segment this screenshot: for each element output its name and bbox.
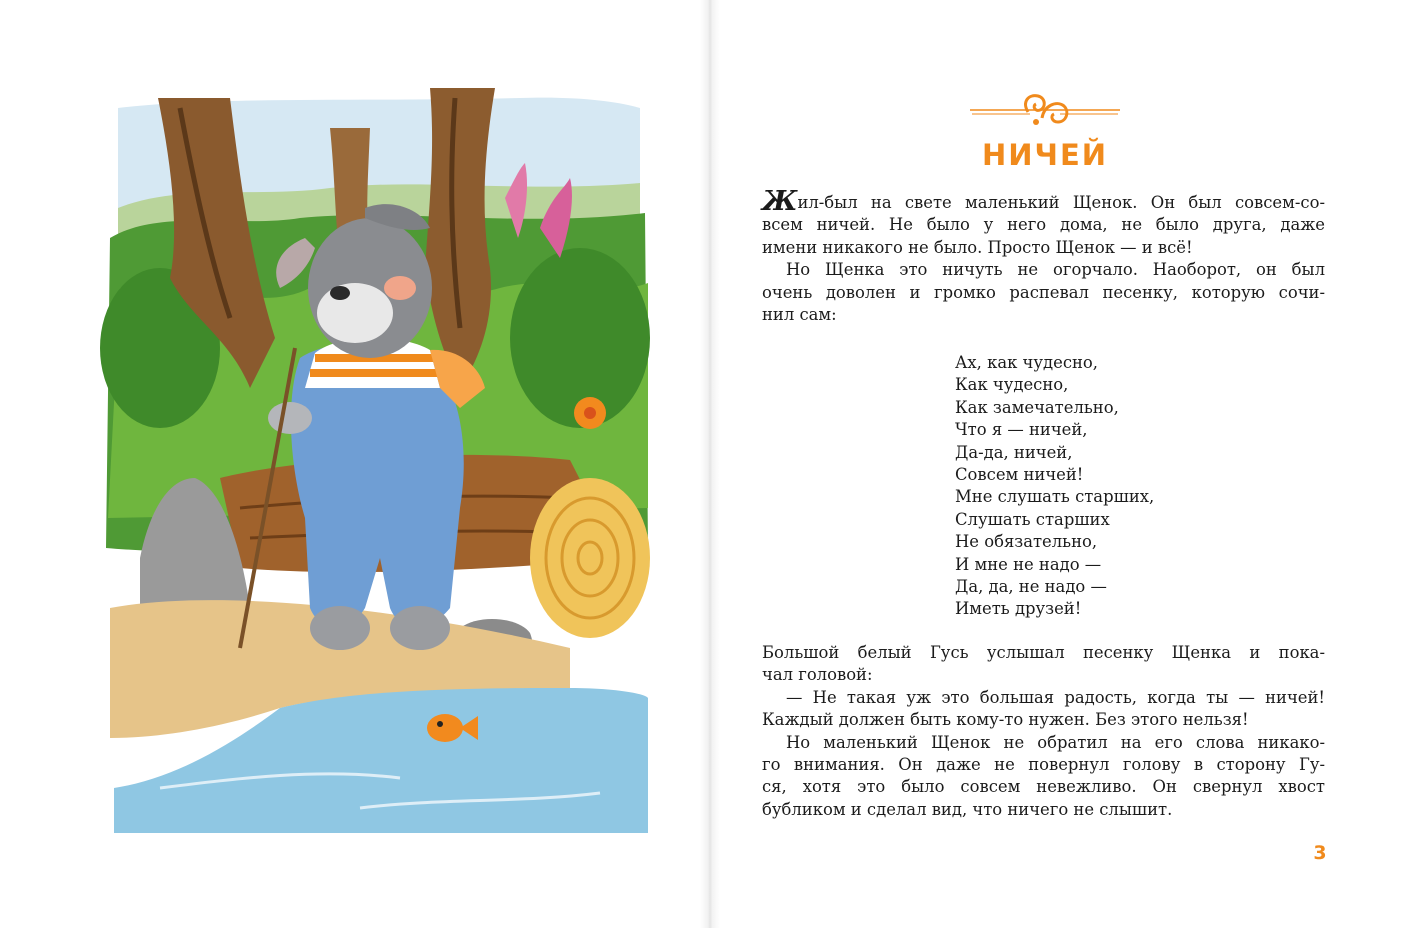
poem-line: Слушать старших	[955, 509, 1110, 529]
text-line: Большой белый Гусь услышал песенку Щенка и пока-	[762, 643, 1325, 662]
text-line: го внимания. Он даже не повернул голову в сторону Гу-	[762, 755, 1325, 775]
text-line: очень доволен и громко распевал песенку, которую сочи-	[762, 282, 1325, 302]
text-line: Но Щенка это ничуть не огорчало. Наоборот, он был	[786, 260, 1325, 280]
title-ornament-icon	[970, 88, 1120, 130]
text-line: бубликом и сделал вид, что ничего не слышит.	[762, 799, 1173, 819]
page-number: 3	[1313, 842, 1327, 864]
text-line: Жил-был на свете маленький Щенок. Он был совсем-со-	[762, 186, 1325, 217]
poem	[955, 352, 1154, 621]
poem-line: И мне не надо —	[955, 554, 1102, 574]
poem-line: Иметь друзей!	[955, 599, 1082, 619]
text-line: всем ничей. Не было у него дома, не было друга, даже	[762, 215, 1325, 235]
poem-line: Да-да, ничей,	[955, 442, 1073, 462]
poem-line: Совсем ничей!	[955, 465, 1084, 485]
poem-line: Как замечательно,	[955, 397, 1119, 417]
chapter-title: НИЧЕЙ	[981, 138, 1109, 172]
text-line: чал головой:	[762, 665, 873, 685]
text-block-goose	[762, 642, 1325, 821]
poem-line: Что я — ничей,	[955, 420, 1088, 440]
poem-line: Не обязательно,	[955, 532, 1098, 552]
drop-cap: Ж	[762, 186, 798, 217]
text-line: имени никакого не было. Просто Щенок — и всё!	[762, 237, 1193, 257]
text-line: ся, хотя это было совсем невежливо. Он свернул хвост	[762, 777, 1325, 797]
poem-line: Мне слушать старших,	[955, 487, 1155, 507]
text-line: нил сам:	[762, 305, 837, 325]
poem-line: Ах, как чудесно,	[955, 353, 1099, 372]
poem-line: Как чудесно,	[955, 375, 1069, 395]
poem-line: Да, да, не надо —	[955, 577, 1107, 597]
puppy-fishing-illustration	[100, 88, 660, 833]
text-line: Каждый должен быть кому-то нужен. Без этого нельзя!	[762, 710, 1249, 730]
text-line: — Не такая уж это большая радость, когда ты — ничей!	[786, 687, 1325, 707]
text-block-intro	[762, 186, 1325, 326]
text-line: Но маленький Щенок не обратил на его слова никако-	[786, 732, 1325, 752]
